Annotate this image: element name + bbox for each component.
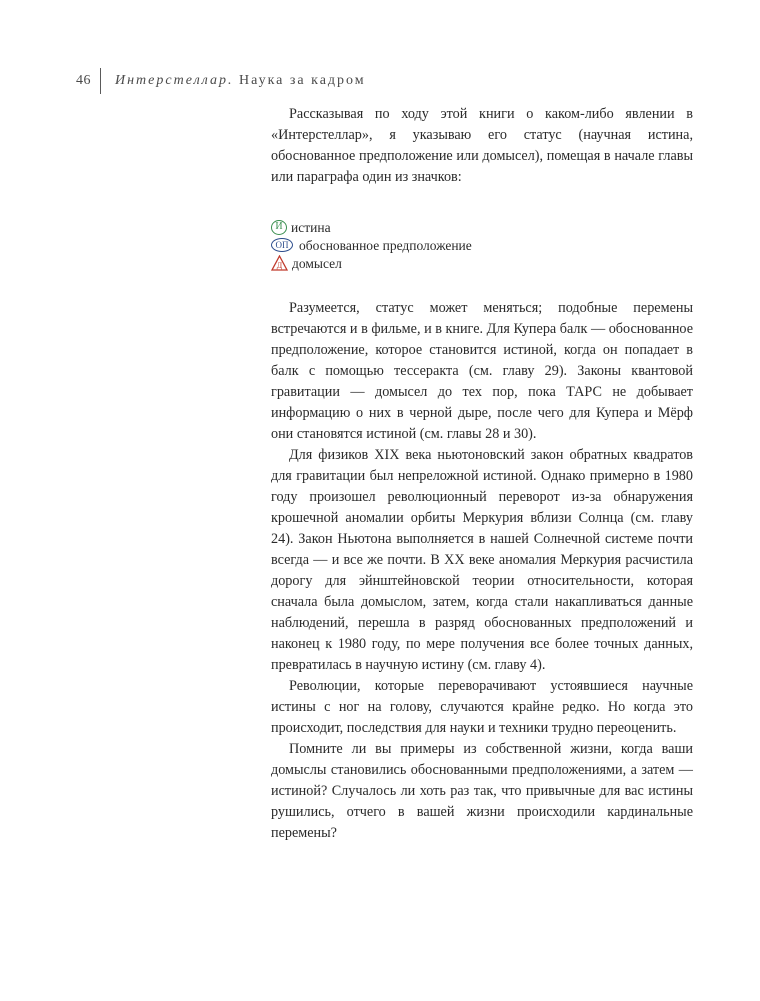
- status-legend: [271, 218, 693, 272]
- paragraph: Разумеется, статус может меняться; подобные перемены встречаются и в фильме, и в книге. Для Купера балк — обоснованное предположение, которое становится истиной, когда он попадает в балк с помощью тессеракта (см. главу 29). Законы квантовой гравитации — домысел до тех пор, пока ТАРС не добывает информацию о них в черной дыре, после чего для Купера и Мёрф они становятся истиной (см. главы 28 и 30).: [271, 300, 693, 442]
- page-number: 46: [76, 73, 91, 88]
- legend-label-guess: обоснованное предположение: [299, 237, 472, 253]
- legend-item-speculation: [271, 254, 693, 272]
- svg-text:Д: Д: [276, 261, 283, 270]
- book-title: [115, 73, 366, 89]
- truth-badge-icon: И: [271, 220, 287, 235]
- book-title-italic: Интерстеллар.: [115, 73, 234, 88]
- running-head: [76, 70, 366, 92]
- legend-item-truth: [271, 218, 693, 236]
- paragraph: Революции, которые переворачивают устоявшиеся научные истины с ног на голову, случаются крайне редко. Но когда это происходит, последствия для науки и техники трудно переоценить.: [271, 678, 693, 736]
- header-divider: [100, 68, 101, 94]
- intro-paragraph: Рассказывая по ходу этой книги о каком-либо явлении в «Интерстеллар», я указываю его статус (научная истина, обоснованное предположение или домысел), помещая в начале главы или параграфа один из значков:: [271, 106, 693, 185]
- book-subtitle: Наука за кадром: [238, 73, 366, 88]
- guess-badge-icon: ОП: [271, 238, 293, 252]
- legend-label-truth: истина: [291, 219, 331, 235]
- speculation-badge-icon: [271, 255, 288, 271]
- legend-item-guess: [271, 236, 693, 254]
- main-text: [271, 104, 693, 844]
- paragraph: Для физиков XIX века ньютоновский закон обратных квадратов для гравитации был непреложной истиной. Однако примерно в 1980 году произошел революционный переворот из-за обнаружения крошечной аномалии орбиты Меркурия вблизи Солнца (см. главу 24). Закон Ньютона выполняется в нашей Солнечной системе почти всегда — и все же почти. В XX веке аномалия Меркурия расчистила дорогу для эйнштейновской теории относительности, которая сначала была домыслом, затем, когда стали накапливаться данные наблюдений, перешла в разряд обоснованных предположений и наконец к 1980 году, по мере получения все более точных данных, превратилась в научную истину (см. главу 4).: [271, 447, 693, 673]
- paragraph: Помните ли вы примеры из собственной жизни, когда ваши домыслы становились обоснованными предположениями, а затем — истиной? Случалось ли хоть раз так, что привычные для вас истины рушились, отчего в вашей жизни происходили кардинальные перемены?: [271, 741, 693, 841]
- legend-label-speculation: домысел: [292, 255, 342, 271]
